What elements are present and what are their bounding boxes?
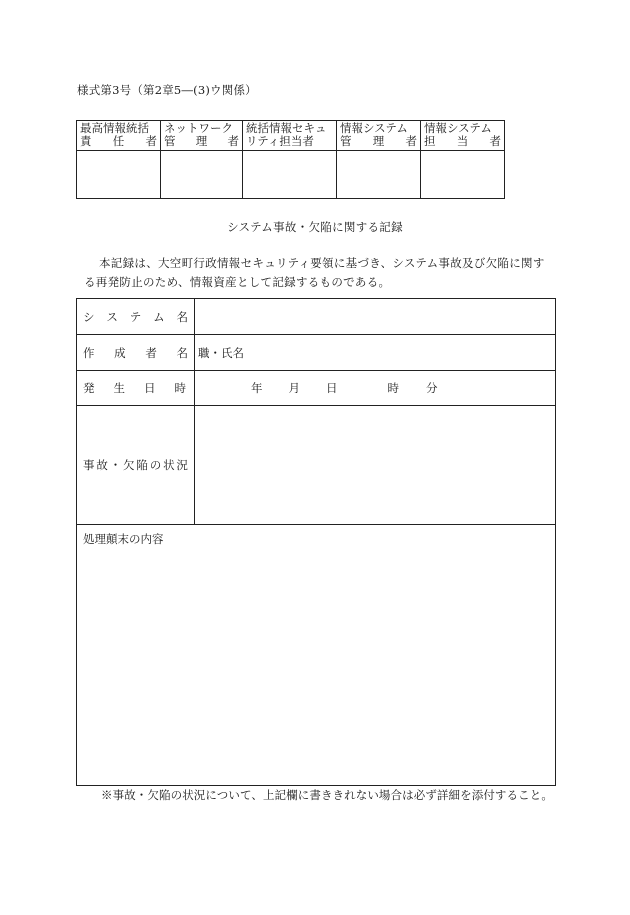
author-field-hint: 職・氏名 [198, 345, 244, 360]
approval-stamp-table [76, 120, 505, 199]
handling-cell[interactable] [77, 525, 556, 786]
approval-header-line: ネットワーク [164, 121, 233, 135]
situation-label: 事 故 ・ 欠 陥 の 状 況 [83, 458, 188, 472]
document-title: システム事故・欠陥に関する記録 [227, 220, 403, 234]
year-unit: 年 [251, 381, 263, 395]
datetime-units [201, 380, 549, 396]
author-field[interactable] [195, 335, 556, 371]
stamp-cell-security-officer[interactable] [243, 151, 337, 199]
approval-header-system-staff [421, 121, 505, 151]
day-unit: 日 [326, 381, 338, 395]
author-label: 作 成 者 名 [83, 345, 188, 360]
system-name-field[interactable] [195, 299, 556, 335]
stamp-cell-chief-info-officer[interactable] [77, 151, 161, 199]
system-name-label: シ ス テ ム 名 [83, 309, 188, 324]
approval-header-system-manager [337, 121, 421, 151]
approval-header-line: 責 任 者 [80, 134, 157, 148]
occurred-label: 発 生 日 時 [83, 381, 186, 395]
occurred-datetime-field[interactable] [195, 371, 556, 406]
month-unit: 月 [288, 381, 300, 395]
stamp-cell-network-manager[interactable] [161, 151, 243, 199]
stamp-cell-system-staff[interactable] [421, 151, 505, 199]
intro-paragraph: 本記録は、大空町行政情報セキュリティ要領に基づき、システム事故及び欠陥に関する再発防止のため、情報資産として記録するものである。 [84, 256, 545, 289]
occurred-label-cell [77, 371, 195, 406]
author-label-cell [77, 335, 195, 371]
system-name-label-cell [77, 299, 195, 335]
footnote: ※事故・欠陥の状況について、上記欄に書ききれない場合は必ず詳細を添付すること。 [101, 788, 553, 802]
approval-header-line: 担 当 者 [424, 134, 501, 148]
hour-unit: 時 [387, 381, 399, 395]
approval-header-line: 管 理 者 [340, 134, 417, 148]
approval-header-network-manager [161, 121, 243, 151]
approval-header-security-officer [243, 121, 337, 151]
approval-header-line: 情報システム [340, 121, 408, 135]
form-number: 様式第3号（第2章5―(3)ウ関係） [77, 83, 257, 97]
handling-label: 処理顛末の内容 [83, 532, 164, 546]
approval-header-chief-info-officer [77, 121, 161, 151]
approval-header-line: 最高情報統括 [80, 121, 149, 135]
situation-field[interactable] [195, 406, 556, 525]
situation-label-cell [77, 406, 195, 525]
approval-header-line: 管 理 者 [164, 134, 239, 148]
record-table [76, 298, 556, 786]
stamp-cell-system-manager[interactable] [337, 151, 421, 199]
minute-unit: 分 [426, 381, 438, 395]
approval-header-line: 情報システム [424, 121, 492, 135]
approval-header-line: リティ担当者 [246, 134, 314, 148]
approval-header-line: 統括情報セキュ [246, 121, 327, 135]
